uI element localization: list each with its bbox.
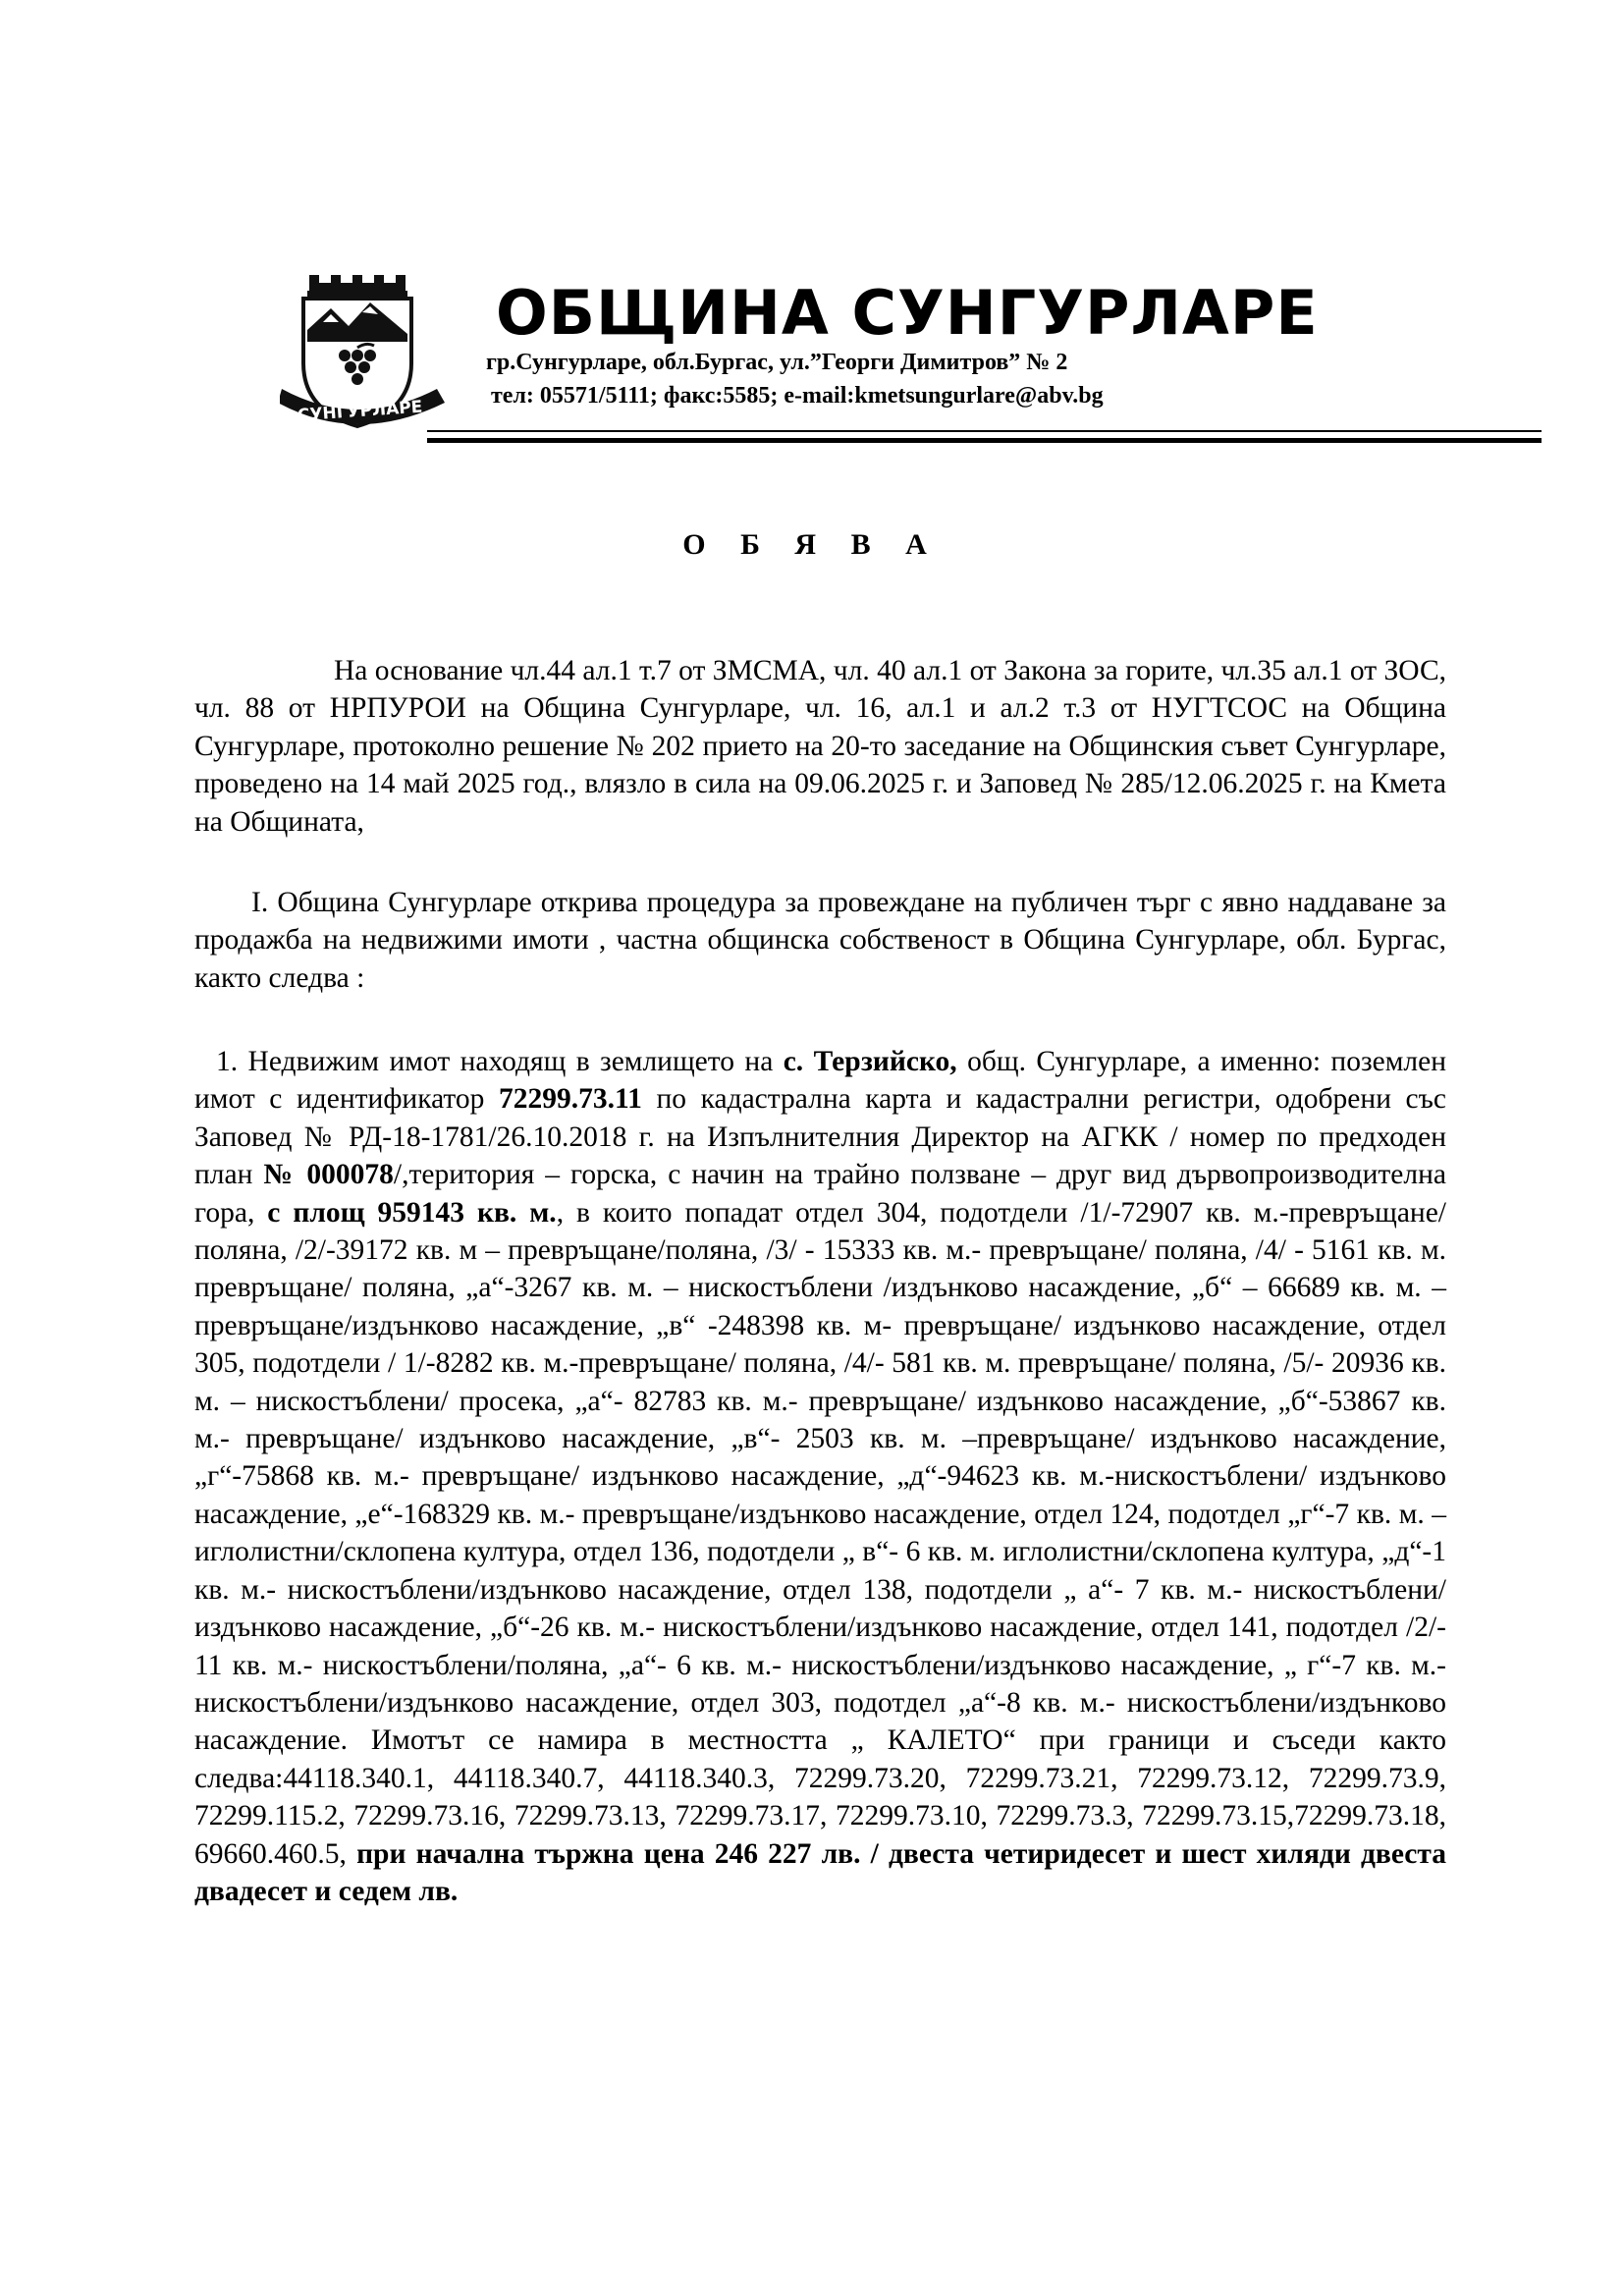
org-name: ОБЩИНА СУНГУРЛАРЕ [496, 277, 1319, 349]
village-name: с. Терзийско, [783, 1046, 957, 1077]
legal-basis-paragraph [194, 652, 1446, 841]
paragraph-text: I. Община Сунгурларе открива процедура за провеждане на публичен търг с явно наддаване за продажба на недвижими имоти , частна общинска собственост в Община Сунгурларе, обл. Бургас, както следва : [194, 887, 1446, 994]
item-text: по кадастрална карта и кадастрални регистри, одобрени със Заповед № РД-18-1781/26.10.2018 г. на Изпълнителния Директор на АГКК / номер по предходен план [194, 1083, 1446, 1191]
property-identifier: 72299.73.11 [499, 1083, 642, 1116]
property-item-text [194, 1043, 1446, 1910]
svg-text:СУНГУРЛАРЕ: СУНГУРЛАРЕ [297, 397, 423, 426]
old-plan-number: № 000078 [263, 1159, 394, 1191]
item-text: 1. Недвижим имот находящ в землището на [216, 1046, 784, 1077]
org-address: гр.Сунгурларе, обл.Бургас, ул.”Георги Димитров” № 2 [486, 350, 1068, 375]
starting-price: при начална тържна цена 246 227 лв. / двеста четиридесет и шест хиляди двеста двадесет и седем лв. [194, 1837, 1447, 1907]
org-contacts: тел: 05571/5111; факс:5585; e-mail:kmetsungurlare@abv.bg [491, 383, 1104, 409]
item-text: , в които попадат отдел 304, подотдели /1/-72907 кв. м.-превръщане/поляна, /2/-39172 кв. м – превръщане/поляна, /3/ - 15333 кв. м.- превръщане/ поляна, /4/ - 5161 кв. м. превръщане/ поляна, „а“-3267 кв. м. – нискостъблени /издънково насаждение, „б“ – 66689 кв. м. – превръщане/издънково насаждение, „в“ -248398 кв. м- превръщане/ издънково насаждение, отдел 305, подотдели / 1/-8282 кв. м.-превръщане/ поляна, /4/- 581 кв. м. превръщане/ поляна, /5/- 20936 кв. м. – нискостъблени/ просека, „а“- 82783 кв. м.- превръщане/ издънково насаждение, „б“-53867 кв. м.- превръщане/ издънково насаждение, „в“- 2503 кв. м. –превръщане/ издънково насаждение, „г“-75868 кв. м.- превръщане/ издънково насаждение, „д“-94623 кв. м.-нискостъблени/ издънково насаждение, „е“-168329 кв. м.- превръщане/издънково насаждение, отдел 124, подотдел „г“-7 кв. м. – иглолистни/склопена култура, отдел 136, подотдели „ в“- 6 кв. м. иглолистни/склопена култура, „д“-1 кв. м.- нискостъблени/издънково насаждение, отдел 138, подотдели „ а“- 7 кв. м.- нискостъблени/издънково насаждение, „б“-26 кв. м.- нискостъблени/издънково насаждение, отдел 141, подотдел /2/- 11 кв. м.- нискостъблени/поляна, „а“- 6 кв. м.- нискостъблени/издънково насаждение, „ г“-7 кв. м.- нискостъблени/издънково насаждение, отдел 303, подотдел „а“-8 кв. м.- нискостъблени/издънково насаждение. Имотът се намира в местността „ КАЛЕТО“ при граници и съседи както следва:44118.340.1, 44118.340.7, 44118.340.3, 72299.73.20, 72299.73.21, 72299.73.12, 72299.73.9, 72299.115.2, 72299.73.16, 72299.73.13, 72299.73.17, 72299.73.10, 72299.73.3, 72299.73.15,72299.73.18, 69660.460.5, [194, 1196, 1446, 1870]
letterhead [280, 273, 1542, 450]
item-text: /,територия – горска, с начин на трайно ползване – друг вид дървопроизводителна гора, [194, 1159, 1446, 1229]
municipal-coat-of-arms-icon [280, 273, 452, 430]
letterhead-rule-thick [427, 438, 1542, 443]
procedure-paragraph [194, 884, 1446, 997]
letterhead-rule-thin [427, 430, 1542, 432]
paragraph-text: На основание чл.44 ал.1 т.7 от ЗМСМА, чл. 40 ал.1 от Закона за горите, чл.35 ал.1 от ЗОС, чл. 88 от НРПУРОИ на Община Сунгурларе, чл. 16, ал.1 и ал.2 т.3 от НУГТСОС на Община Сунгурларе, протоколно решение № 202 прието на 20-то заседание на Общинския съвет Сунгурларе, проведено на 14 май 2025 год., влязло в сила на 09.06.2025 г. и Заповед № 285/12.06.2025 г. на Кмета на Общината, [194, 655, 1446, 838]
item-text: общ. Сунгурларе, а именно: поземлен имот с идентификатор [194, 1046, 1446, 1116]
document-title: О Б Я В А [682, 528, 941, 561]
property-item-1 [194, 1043, 1446, 1910]
property-area: с площ 959143 кв. м. [267, 1196, 557, 1229]
